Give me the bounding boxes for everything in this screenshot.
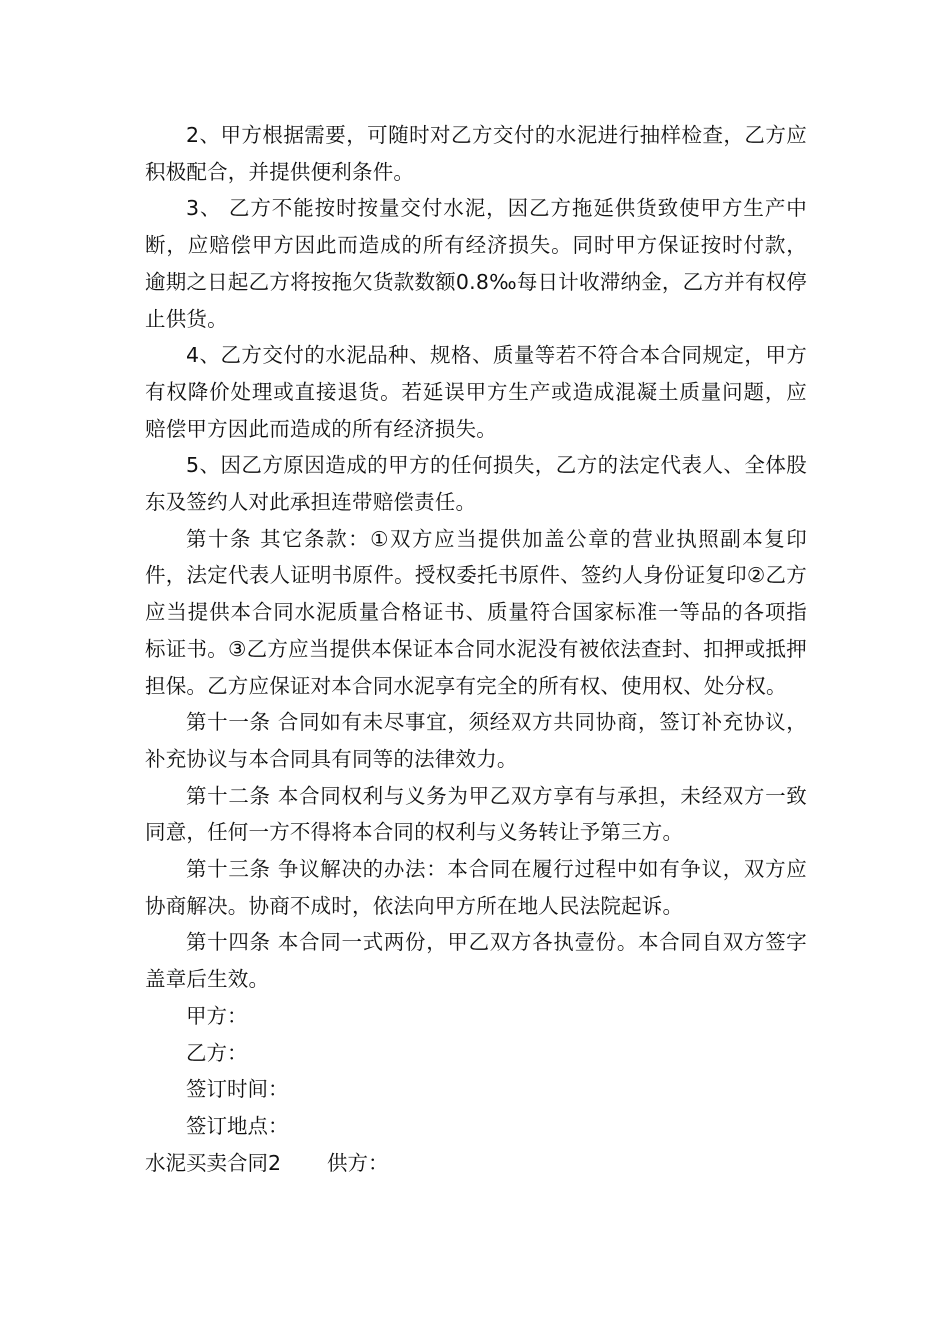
- clause-paragraph: 第十一条 合同如有未尽事宜，须经双方共同协商，签订补充协议，补充协议与本合同具有同等的法律效力。: [145, 710, 807, 771]
- clause-paragraph: 第十条 其它条款：①双方应当提供加盖公章的营业执照副本复印件，法定代表人证明书原件。授权委托书原件、签约人身份证复印②乙方应当提供本合同水泥质量合格证书、质量符合国家标准一等品的各项指标证书。③乙方应当提供本保证本合同水泥没有被依法查封、扣押或抵押担保。乙方应保证对本合同水泥享有完全的所有权、使用权、处分权。: [145, 526, 807, 698]
- clause-paragraph: 第十二条 本合同权利与义务为甲乙双方享有与承担，未经双方一致同意，任何一方不得将本合同的权利与义务转让予第三方。: [145, 783, 807, 845]
- next-contract-heading: [145, 1145, 807, 1182]
- party-a-label: 甲方：: [186, 1003, 248, 1028]
- sign-place-label: 签订地点：: [186, 1113, 289, 1138]
- supplier-label: 供方：: [327, 1150, 389, 1175]
- clause-paragraph: 第十四条 本合同一式两份，甲乙双方各执壹份。本合同自双方签字盖章后生效。: [145, 930, 807, 992]
- document-body: [145, 117, 807, 1181]
- clause-paragraph: 5、因乙方原因造成的甲方的任何损失，乙方的法定代表人、全体股东及签约人对此承担连带赔偿责任。: [145, 453, 807, 515]
- party-b-label: 乙方：: [186, 1040, 248, 1065]
- clause-paragraph: 3、 乙方不能按时按量交付水泥，因乙方拖延供货致使甲方生产中断，应赔偿甲方因此而造成的所有经济损失。同时甲方保证按时付款，逾期之日起乙方将按拖欠货款数额0.8‰每日计收滞纳金，乙方并有权停止供货。: [145, 196, 807, 331]
- clause-paragraph: 2、甲方根据需要，可随时对乙方交付的水泥进行抽样检查，乙方应积极配合，并提供便利条件。: [145, 123, 807, 184]
- sign-time-label: 签订时间：: [186, 1077, 289, 1102]
- next-contract-title: 水泥买卖合同2: [145, 1150, 282, 1175]
- clause-paragraph: 4、乙方交付的水泥品种、规格、质量等若不符合本合同规定，甲方有权降价处理或直接退货。若延误甲方生产或造成混凝土质量问题，应赔偿甲方因此而造成的所有经济损失。: [145, 343, 807, 441]
- clause-paragraph: 第十三条 争议解决的办法：本合同在履行过程中如有争议，双方应协商解决。协商不成时，依法向甲方所在地人民法院起诉。: [145, 857, 807, 918]
